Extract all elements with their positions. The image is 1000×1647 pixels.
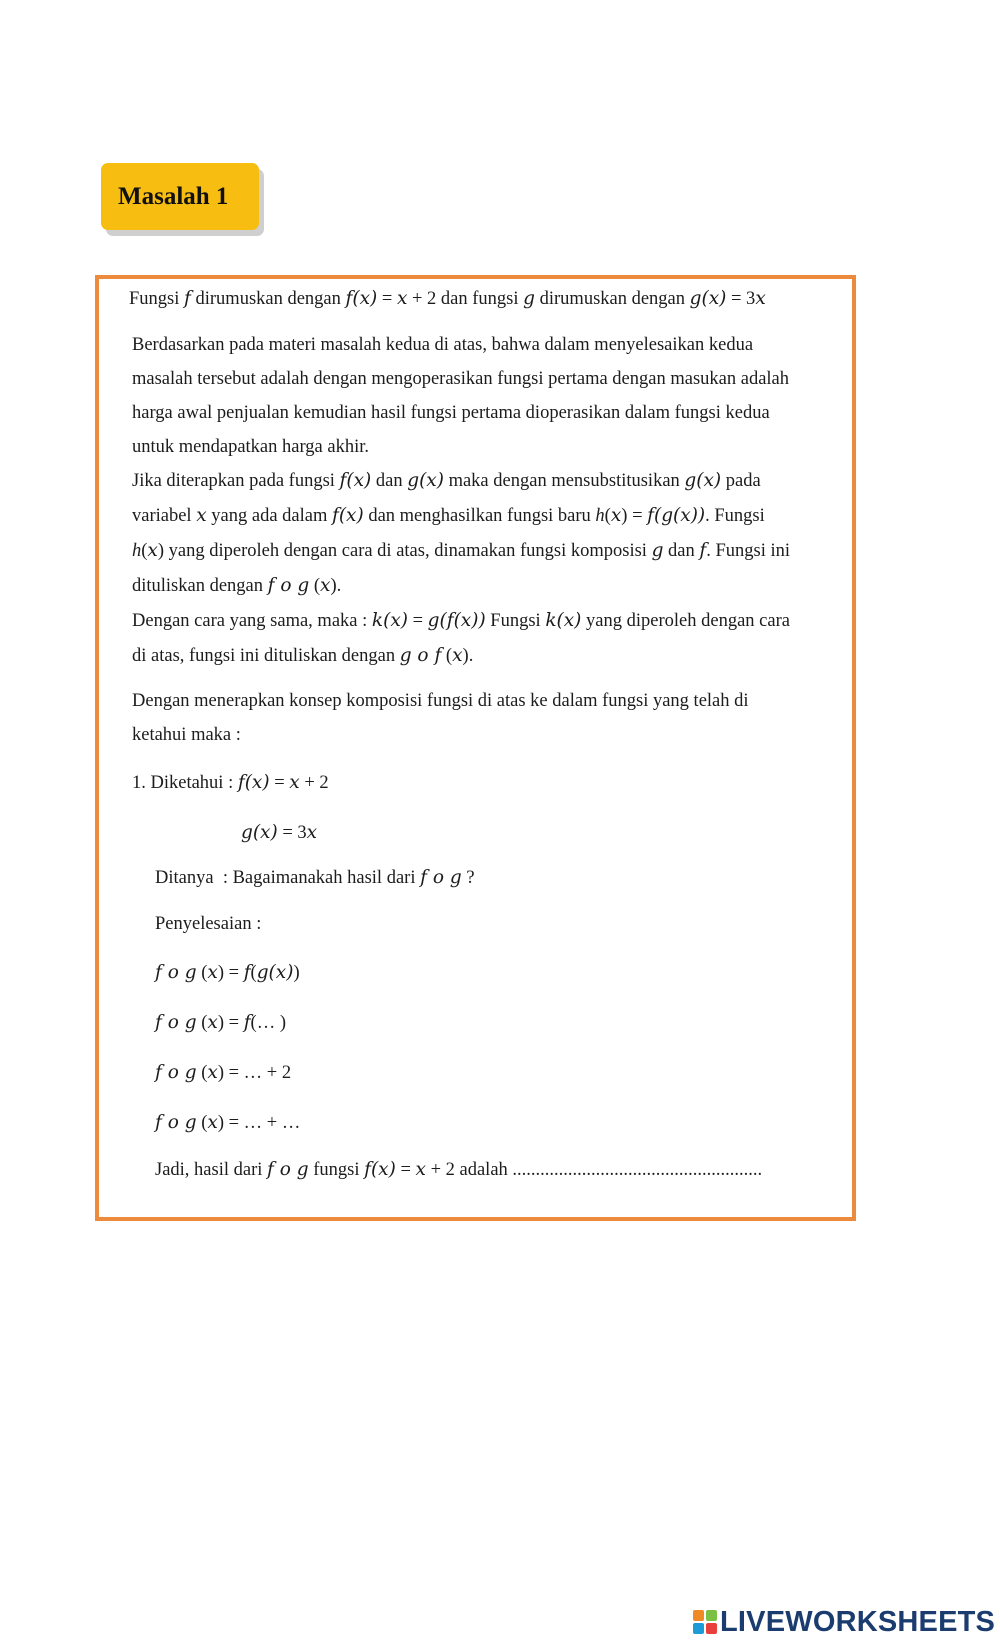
solution-step-3: f o g (x) = … + 2	[155, 1062, 292, 1083]
paragraph-1-line-2: masalah tersebut adalah dengan mengoperasikan fungsi pertama dengan masukan adalah	[132, 369, 790, 389]
logo-square-4	[706, 1623, 717, 1634]
paragraph-1-line-3: harga awal penjualan kemudian hasil fungsi pertama dioperasikan dalam fungsi kedua	[132, 403, 770, 423]
paragraph-3-line-1: Dengan cara yang sama, maka : k(x) = g(f(x)) Fungsi k(x) yang diperoleh dengan cara	[132, 610, 790, 631]
asked-line: Ditanya : Bagaimanakah hasil dari f o g ?	[155, 867, 475, 888]
solution-step-4: f o g (x) = … + …	[155, 1112, 301, 1133]
problem-box	[95, 275, 856, 1221]
logo-icon	[693, 1610, 717, 1634]
conclusion-line: Jadi, hasil dari f o g fungsi f(x) = x + 2 adalah ......................................................	[155, 1159, 763, 1180]
given-line-2: g(x) = 3x	[241, 822, 318, 843]
problem-title-badge	[101, 163, 259, 230]
paragraph-2-line-4: dituliskan dengan f o g (x).	[132, 575, 342, 596]
paragraph-4-line-1: Dengan menerapkan konsep komposisi fungsi di atas ke dalam fungsi yang telah di	[132, 691, 749, 711]
paragraph-1-line-4: untuk mendapatkan harga akhir.	[132, 437, 370, 457]
paragraph-1-line-1: Berdasarkan pada materi masalah kedua di atas, bahwa dalam menyelesaikan kedua	[132, 335, 754, 355]
paragraph-3-line-2: di atas, fungsi ini dituliskan dengan g o f (x).	[132, 645, 474, 666]
liveworksheets-logo	[693, 1607, 995, 1637]
logo-square-2	[706, 1610, 717, 1621]
given-line-1: 1. Diketahui : f(x) = x + 2	[132, 772, 329, 793]
problem-title: Masalah 1	[118, 182, 229, 210]
logo-text: LIVEWORKSHEETS	[720, 1605, 996, 1638]
logo-square-1	[693, 1610, 704, 1621]
paragraph-2-line-3: h(x) yang diperoleh dengan cara di atas, dinamakan fungsi komposisi g dan f. Fungsi ini	[132, 540, 791, 561]
intro-line: Fungsi f dirumuskan dengan f(x) = x + 2 dan fungsi g dirumuskan dengan g(x) = 3x	[129, 288, 766, 309]
paragraph-4-line-2: ketahui maka :	[132, 725, 241, 745]
solution-step-1: f o g (x) = f(g(x))	[155, 962, 300, 983]
solution-step-2: f o g (x) = f(… )	[155, 1012, 286, 1033]
logo-square-3	[693, 1623, 704, 1634]
paragraph-2-line-1: Jika diterapkan pada fungsi f(x) dan g(x) maka dengan mensubstitusikan g(x) pada	[132, 470, 761, 491]
paragraph-2-line-2: variabel x yang ada dalam f(x) dan menghasilkan fungsi baru h(x) = f(g(x)). Fungsi	[132, 505, 765, 526]
solution-label: Penyelesaian :	[155, 914, 262, 934]
